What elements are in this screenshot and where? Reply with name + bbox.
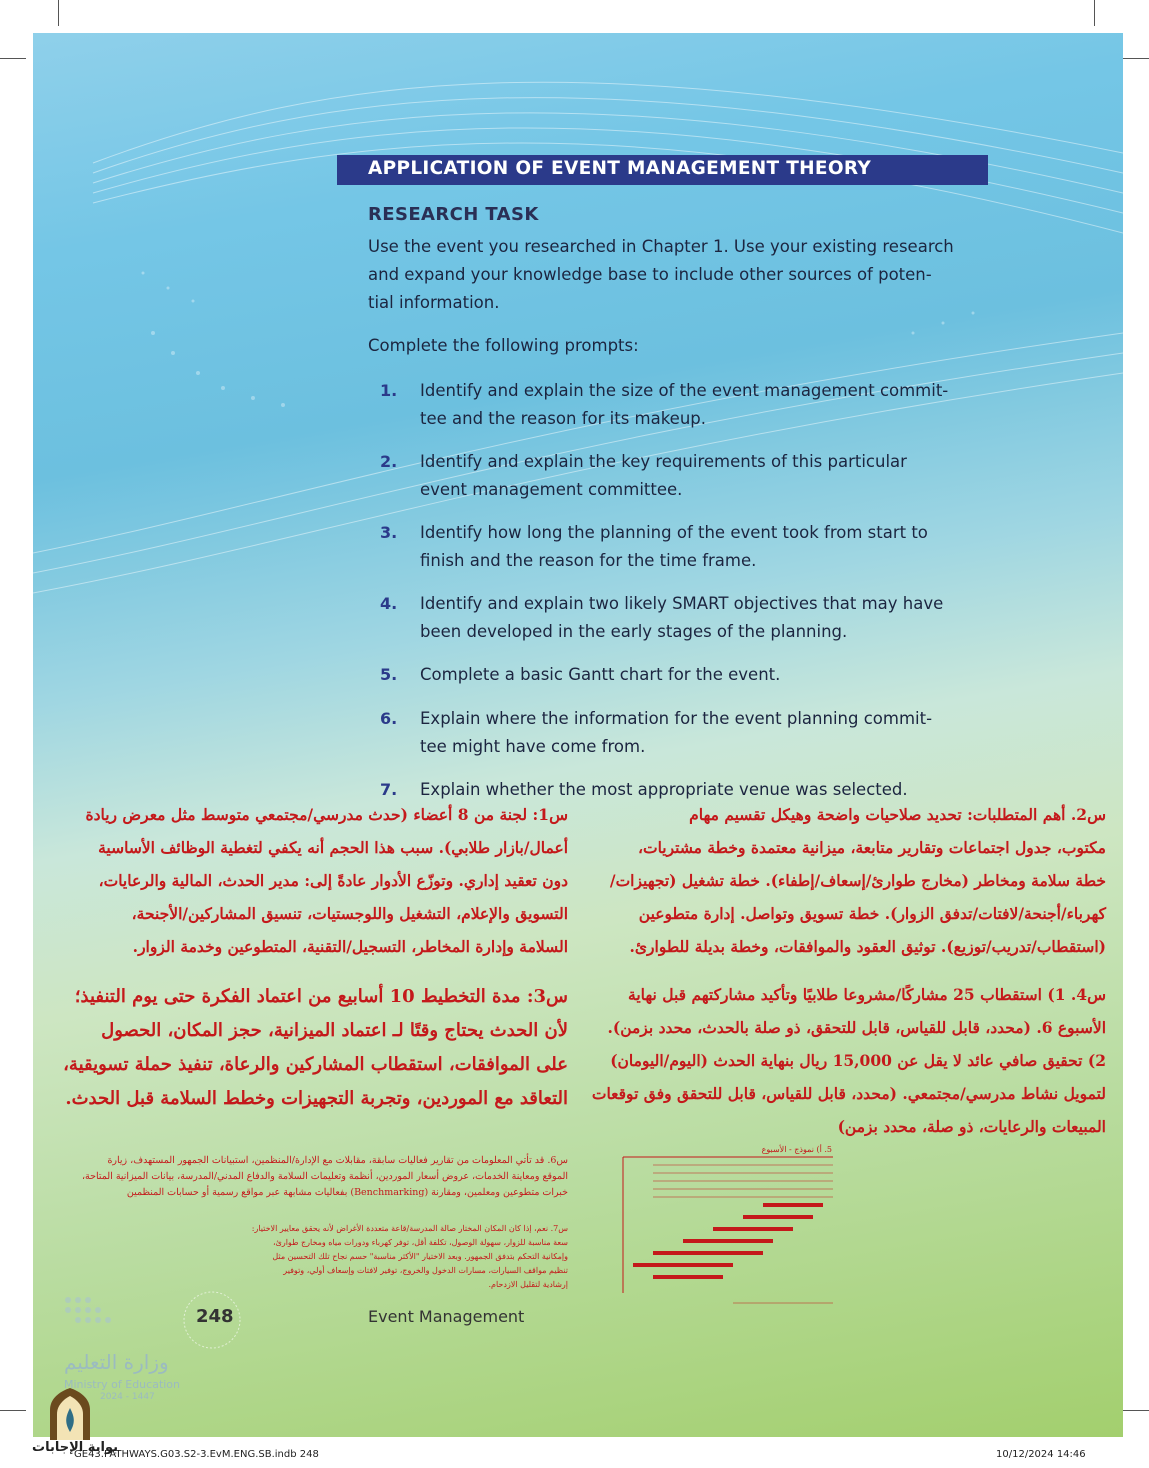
prompt-line: Explain where the information for the event planning commit- xyxy=(420,709,933,728)
prompt-line: Identify and explain the key requirements of this particular xyxy=(420,452,907,471)
crop-mark xyxy=(0,58,26,59)
gantt-caption: 5. أ) نموذج - الأسبوع xyxy=(761,1145,832,1154)
answer-line: التعاقد مع الموردين، وتجربة التجهيزات وخطط السلامة قبل الحدث. xyxy=(65,1088,568,1109)
print-file-slug: GE43.PATHWAYS.G03.S2-3.EvM.ENG.SB.indb 248 xyxy=(74,1449,319,1460)
answer-line: الموقع ومعاينة الخدمات، عروض أسعار الموردين، أنظمة وتعليمات السلامة والدفاع المدني/المدرسة، بيانات الميزانية المتاحة، xyxy=(81,1171,568,1182)
answer-line: لأن الحدث يحتاج وقتًا لـ اعتماد الميزانية، حجز المكان، الحصول xyxy=(101,1020,568,1041)
prompt-line: Identify how long the planning of the event took from start to xyxy=(420,523,928,542)
ministry-name-ar: وزارة التعليم xyxy=(64,1350,169,1374)
answer-line: السلامة وإدارة المخاطر، التسجيل/التقنية، المتطوعين وخدمة الزوار. xyxy=(132,937,568,956)
prompt-line: Identify and explain two likely SMART objectives that may have xyxy=(420,594,944,613)
answer-2 xyxy=(588,798,1106,963)
ministry-year: 2024 - 1447 xyxy=(100,1392,155,1402)
prompt-number: 7. xyxy=(380,780,398,799)
answer-line: أعمال/بازار طلابي). سبب هذا الحجم أنه يكفي لتغطية الوظائف الأساسية xyxy=(98,838,568,857)
answer-line: التسويق والإعلام، التشغيل واللوجستيات، تنسيق المشاركين/الأجنحة، xyxy=(131,904,568,923)
ministry-logo-dots xyxy=(62,1292,172,1332)
intro-line: and expand your knowledge base to include other sources of poten- xyxy=(368,265,932,284)
answer-1 xyxy=(46,798,568,963)
prompt-line: finish and the reason for the time frame. xyxy=(420,551,757,570)
answer-line: المبيعات والرعايات، ذو صلة، محدد بزمن) xyxy=(837,1117,1106,1136)
book-title: Event Management xyxy=(368,1307,525,1326)
prompt-number: 2. xyxy=(380,452,398,471)
answer-line: خبرات متطوعين ومعلمين، ومقارنة (Benchmarking) بفعاليات مشابهة عبر مواقع رسمية أو حسابات المنظمين xyxy=(126,1187,568,1198)
prompt-number: 6. xyxy=(380,709,398,728)
gantt-bars xyxy=(633,1203,823,1279)
crop-mark xyxy=(58,0,59,26)
answer-line: س2. أهم المتطلبات: تحديد صلاحيات واضحة وهيكل تقسيم مهام xyxy=(689,805,1106,824)
answer-line: س6. قد تأتي المعلومات من تقارير فعاليات سابقة، مقابلات مع الإدارة/المنظمين، استبيانات الجمهور المستهدف، زيارة xyxy=(107,1155,568,1166)
answer-line: إرشادية لتقليل الازدحام. xyxy=(488,1280,568,1289)
prompt-number: 5. xyxy=(380,665,398,684)
watermark-label: بوابة الإجابات xyxy=(32,1440,118,1455)
answer-line: لتمويل نشاط مدرسي/مجتمعي. (محدد، قابل للقياس، قابل للتحقق وفق توقعات xyxy=(591,1084,1106,1103)
answer-line: مكتوب، جدول اجتماعات وتقارير متابعة، ميزانية معتمدة وخطة مشتريات، xyxy=(637,838,1106,857)
answer-line: س4. 1) استقطاب 25 مشاركًا/مشروعا طلابيًا وتأكيد مشاركتهم قبل نهاية xyxy=(628,985,1106,1004)
prompt-number: 4. xyxy=(380,594,398,613)
answer-line: كهرباء/أجنحة/لافتات/تدفق الزوار). خطة تسويق وتواصل. إدارة متطوعين xyxy=(638,904,1106,923)
answer-line: س1: لجنة من 8 أعضاء (حدث مدرسي/مجتمعي متوسط مثل معرض ريادة xyxy=(85,805,568,824)
mosque-arch-icon xyxy=(44,1386,96,1442)
answer-3 xyxy=(44,980,568,1116)
answer-7 xyxy=(196,1222,568,1292)
page-number: 248 xyxy=(196,1306,234,1327)
intro-line: tial information. xyxy=(368,293,500,312)
answer-line: تنظيم مواقف السيارات، مسارات الدخول والخروج، توفير لافتات وإسعاف أولي، وتوفير xyxy=(283,1266,568,1275)
answer-line: 2) تحقيق صافي عائد لا يقل عن 15,000 ريال بنهاية الحدث (اليوم/اليومان) xyxy=(610,1051,1106,1070)
answer-line: دون تعقيد إداري. وتوزّع الأدوار عادةً إلى: مدير الحدث، المالية والرعايات، xyxy=(98,871,568,890)
crop-mark xyxy=(1094,0,1095,26)
answer-line: الأسبوع 6. (محدد، قابل للقياس، قابل للتحقق، ذو صلة بالحدث، محدد بزمن). xyxy=(607,1018,1106,1037)
crop-mark xyxy=(1123,1410,1149,1411)
crop-mark xyxy=(1123,58,1149,59)
answer-line: وإمكانية التحكم بتدفق الجمهور. وبعد الاختيار "الأكثر مناسبة" حسم نجاح تلك التحسين مثل xyxy=(272,1252,568,1261)
crop-mark xyxy=(0,1410,26,1411)
prompt-line: Complete a basic Gantt chart for the event. xyxy=(420,665,781,684)
answer-line: على الموافقات، استقطاب المشاركين والرعاة، تنفيذ حملة تسويقية، xyxy=(63,1054,568,1075)
prompt-line: Explain whether the most appropriate venue was selected. xyxy=(420,780,908,799)
print-timestamp: 10/12/2024 14:46 xyxy=(996,1449,1086,1460)
answer-line: س3: مدة التخطيط 10 أسابيع من اعتماد الفكرة حتى يوم التنفيذ؛ xyxy=(74,986,568,1007)
ministry-name-en: Ministry of Education xyxy=(64,1378,181,1391)
prompt-line: event management committee. xyxy=(420,480,683,499)
prompt-line: tee and the reason for its makeup. xyxy=(420,409,707,428)
prompt-line: Identify and explain the size of the event management commit- xyxy=(420,381,949,400)
answer-line: (استقطاب/تدريب/توزيع). توثيق العقود والموافقات، وخطة بديلة للطوارئ. xyxy=(629,937,1106,956)
gantt-chart-sketch xyxy=(593,1143,843,1313)
answer-line: س7. نعم، إذا كان المكان المختار صالة المدرسة/قاعة متعددة الأغراض لأنه يحقق معايير الاختيار: xyxy=(251,1224,568,1233)
prompt-intro: Complete the following prompts: xyxy=(368,336,639,355)
answer-line: سعة مناسبة للزوار، سهولة الوصول، تكلفة أقل، توفر كهرباء ودورات مياه ومخارج طوارئ، xyxy=(273,1238,568,1247)
answer-4 xyxy=(588,978,1106,1143)
prompt-number: 1. xyxy=(380,381,398,400)
banner-title: APPLICATION OF EVENT MANAGEMENT THEORY xyxy=(368,158,872,179)
prompt-line: been developed in the early stages of the planning. xyxy=(420,622,848,641)
research-task-heading: RESEARCH TASK xyxy=(368,204,539,225)
answer-6 xyxy=(46,1153,568,1201)
prompt-number: 3. xyxy=(380,523,398,542)
prompt-line: tee might have come from. xyxy=(420,737,646,756)
intro-line: Use the event you researched in Chapter 1. Use your existing research xyxy=(368,237,954,256)
answer-line: خطة سلامة ومخاطر (مخارج طوارئ/إسعاف/إطفاء). خطة تشغيل (تجهيزات/ xyxy=(609,871,1106,890)
